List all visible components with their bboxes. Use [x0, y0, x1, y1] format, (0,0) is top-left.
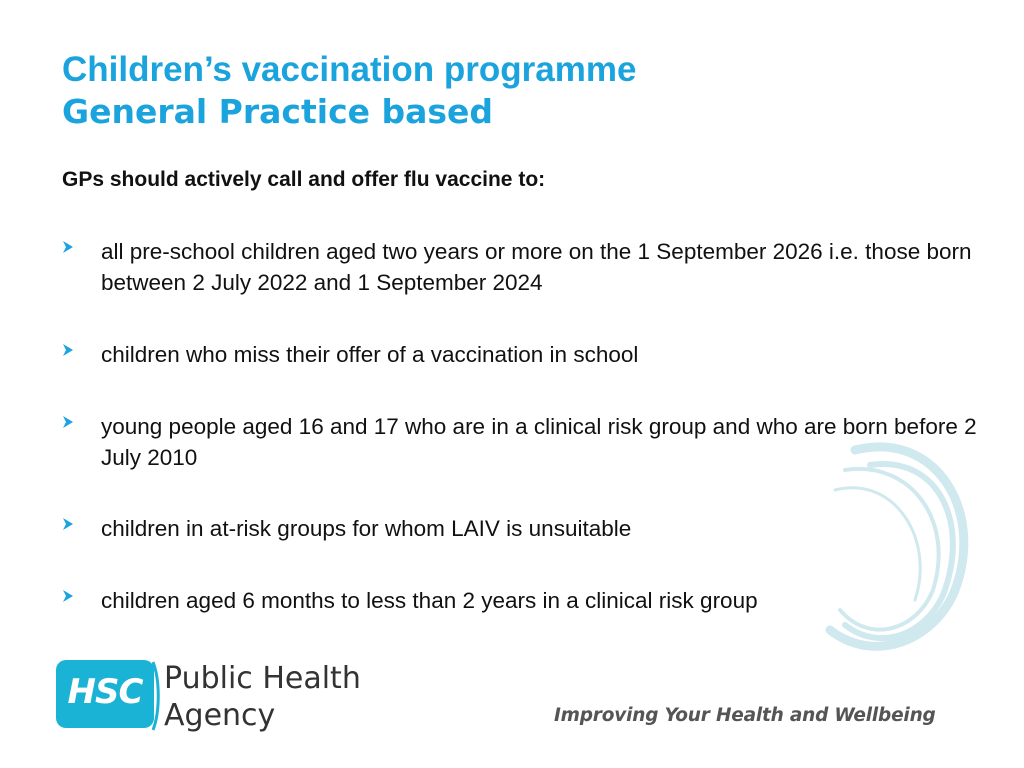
- arrowhead-bullet-icon: [62, 343, 74, 357]
- bullet-text: young people aged 16 and 17 who are in a clinical risk group and who are born before 2 July 2010: [101, 414, 977, 470]
- arrowhead-bullet-icon: [62, 240, 74, 254]
- bullet-text: children aged 6 months to less than 2 years in a clinical risk group: [101, 588, 758, 613]
- bullet-text: children in at-risk groups for whom LAIV is unsuitable: [101, 516, 632, 541]
- tagline: Improving Your Health and Wellbeing: [554, 705, 936, 726]
- title-line-1: Children’s vaccination programme: [62, 50, 637, 89]
- bullet-text: children who miss their offer of a vaccination in school: [101, 342, 639, 367]
- arrowhead-bullet-icon: [62, 415, 74, 429]
- hsc-logo-badge: [56, 660, 154, 728]
- agency-name: [164, 660, 361, 734]
- arrowhead-bullet-icon: [62, 589, 74, 603]
- agency-name-line-2: Agency: [164, 698, 276, 733]
- logo-divider: [150, 660, 162, 732]
- slide-title: [62, 50, 636, 134]
- intro-text: GPs should actively call and offer flu vaccine to:: [62, 168, 546, 191]
- title-line-2: General Practice based: [62, 92, 494, 131]
- hsc-logo-text: HSC: [67, 672, 143, 712]
- agency-name-line-1: Public Health: [164, 661, 361, 696]
- bullet-text: all pre-school children aged two years or more on the 1 September 2026 i.e. those born between 2 July 2022 and 1 September 2024: [101, 239, 972, 295]
- arrowhead-bullet-icon: [62, 517, 74, 531]
